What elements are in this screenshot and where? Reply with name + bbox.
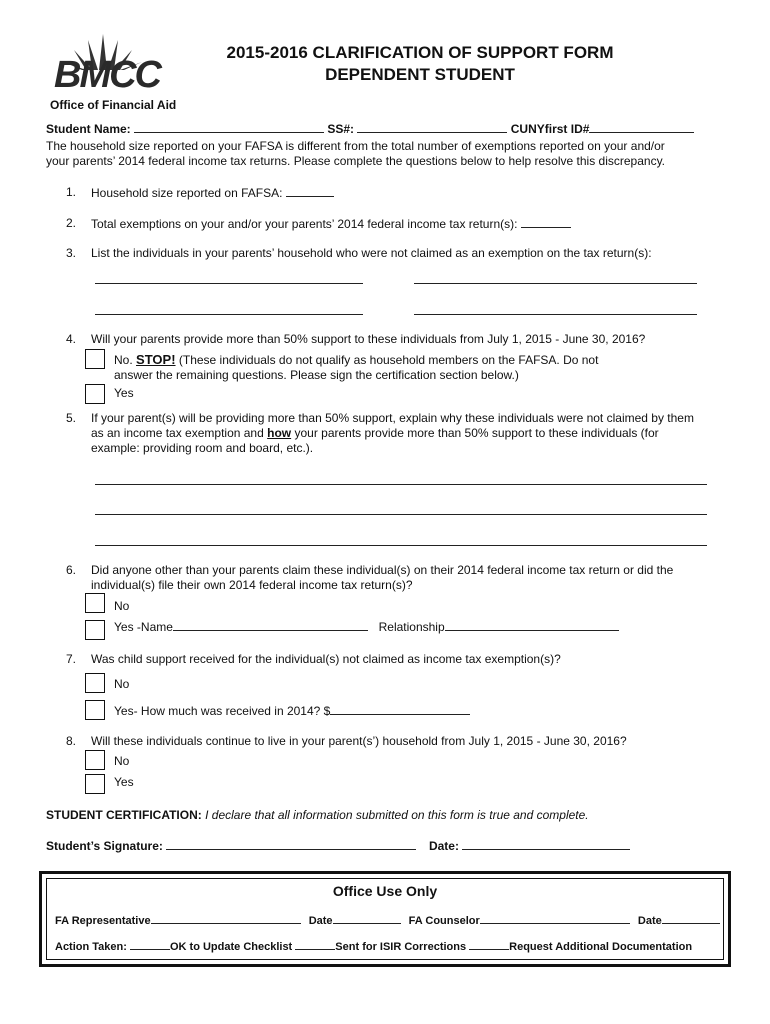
q6-name-field[interactable]: [173, 619, 368, 631]
q8-yes-checkbox[interactable]: [85, 774, 105, 794]
q1-number: 1.: [66, 185, 77, 199]
form-title: [200, 42, 640, 86]
q6-no-checkbox[interactable]: [85, 593, 105, 613]
student-name-field[interactable]: [134, 121, 324, 133]
q4-yes-label: Yes: [114, 386, 134, 400]
fa-counselor-date-field[interactable]: [662, 913, 720, 924]
explanation-line-1[interactable]: [95, 484, 707, 485]
title-line-1: 2015-2016 CLARIFICATION OF SUPPORT FORM: [226, 43, 614, 62]
q7-number: 7.: [66, 652, 77, 666]
fa-rep-field[interactable]: [151, 913, 301, 924]
cunyfirst-field[interactable]: [589, 121, 694, 133]
individual-line-2a[interactable]: [95, 314, 363, 315]
q7-no-checkbox[interactable]: [85, 673, 105, 693]
q3-text: List the individuals in your parents’ household who were not claimed as an exemption on the tax return(s):: [91, 246, 652, 260]
q2-text: Total exemptions on your and/or your parents’ 2014 federal income tax return(s):: [91, 216, 571, 232]
q7-yes-checkbox[interactable]: [85, 700, 105, 720]
q1-text: Household size reported on FAFSA:: [91, 185, 334, 201]
title-line-2: DEPENDENT STUDENT: [325, 65, 515, 84]
q8-yes-label: Yes: [114, 775, 134, 789]
individual-line-1b[interactable]: [414, 283, 697, 284]
how-emphasis: how: [267, 426, 292, 440]
office-name: Office of Financial Aid: [50, 98, 177, 112]
bmcc-logo: [52, 32, 182, 96]
q6-text: Did anyone other than your parents claim these individual(s) on their 2014 federal income tax return or did the individual(s) file their own 2014 federal income tax return(s)?: [91, 563, 674, 592]
ok-update-field[interactable]: [130, 939, 170, 950]
stop-label: STOP!: [136, 352, 176, 367]
q4-text: Will your parents provide more than 50% support to these individuals from July 1, 2015 - June 30, 2016?: [91, 332, 646, 346]
student-name-label: Student Name:: [46, 122, 131, 136]
q7-text: Was child support received for the individual(s) not claimed as income tax exemption(s)?: [91, 652, 561, 666]
q8-no-checkbox[interactable]: [85, 750, 105, 770]
q4-yes-checkbox[interactable]: [85, 384, 105, 404]
office-row-2: Action Taken: OK to Update Checklist Sent for ISIR Corrections Request Additional Documentation: [55, 941, 693, 953]
signature-field[interactable]: [166, 838, 416, 850]
q6-no-label: No: [114, 599, 130, 613]
q6-number: 6.: [66, 563, 77, 577]
q2-number: 2.: [66, 216, 77, 230]
q4-no-option: No. STOP! (These individuals do not qualify as household members on the FAFSA. Do not: [114, 352, 599, 367]
individual-line-1a[interactable]: [95, 283, 363, 284]
ss-label: SS#:: [327, 122, 355, 136]
q7-yes-option: Yes- How much was received in 2014? $: [114, 703, 470, 719]
child-support-amount-field[interactable]: [330, 703, 470, 715]
ss-field[interactable]: [357, 121, 507, 133]
student-certification: STUDENT CERTIFICATION: I declare that all information submitted on this form is true and complete.: [46, 808, 589, 822]
cunyfirst-label: CUNYfirst ID#: [510, 122, 590, 136]
household-size-field[interactable]: [286, 185, 334, 197]
q6-yes-option: Yes -Name Relationship: [114, 619, 619, 635]
signature-row: Student’s Signature: Date:: [46, 838, 630, 854]
intro-text: The household size reported on your FAFSA is different from the total number of exemptions reported on your and/or your parents’ 2014 federal income tax returns. Please complete the questions below to help resolve this discrepancy.: [46, 139, 666, 168]
logo-wordmark: BMCC: [54, 54, 160, 96]
request-docs-field[interactable]: [469, 939, 509, 950]
office-use-title: Office Use Only: [332, 883, 438, 899]
q8-text: Will these individuals continue to live in your parent(s’) household from July 1, 2015 - June 30, 2016?: [91, 734, 627, 748]
q4-no-note-2: answer the remaining questions. Please sign the certification section below.): [114, 368, 519, 382]
q6-yes-checkbox[interactable]: [85, 620, 105, 640]
explanation-line-2[interactable]: [95, 514, 707, 515]
office-row-1: FA Representative Date FA Counselor Date: [55, 913, 720, 927]
q5-text: If your parent(s) will be providing more than 50% support, explain why these individuals were not claimed by them as an income tax exemption and how your parents provide more than 50% support to these individuals (for example: providing room and board, etc.).: [91, 411, 694, 455]
q8-no-label: No: [114, 754, 130, 768]
q4-no-checkbox[interactable]: [85, 349, 105, 369]
q6-relationship-field[interactable]: [445, 619, 619, 631]
exemptions-field[interactable]: [521, 216, 571, 228]
individual-line-2b[interactable]: [414, 314, 697, 315]
signature-date-field[interactable]: [462, 838, 630, 850]
q5-number: 5.: [66, 411, 77, 425]
student-info-row: [46, 121, 694, 137]
q4-number: 4.: [66, 332, 77, 346]
fa-rep-date-field[interactable]: [333, 913, 401, 924]
q8-number: 8.: [66, 734, 77, 748]
office-use-box: [39, 871, 731, 967]
explanation-line-3[interactable]: [95, 545, 707, 546]
sent-isir-field[interactable]: [295, 939, 335, 950]
fa-counselor-field[interactable]: [480, 913, 630, 924]
q3-number: 3.: [66, 246, 77, 260]
q7-no-label: No: [114, 677, 130, 691]
